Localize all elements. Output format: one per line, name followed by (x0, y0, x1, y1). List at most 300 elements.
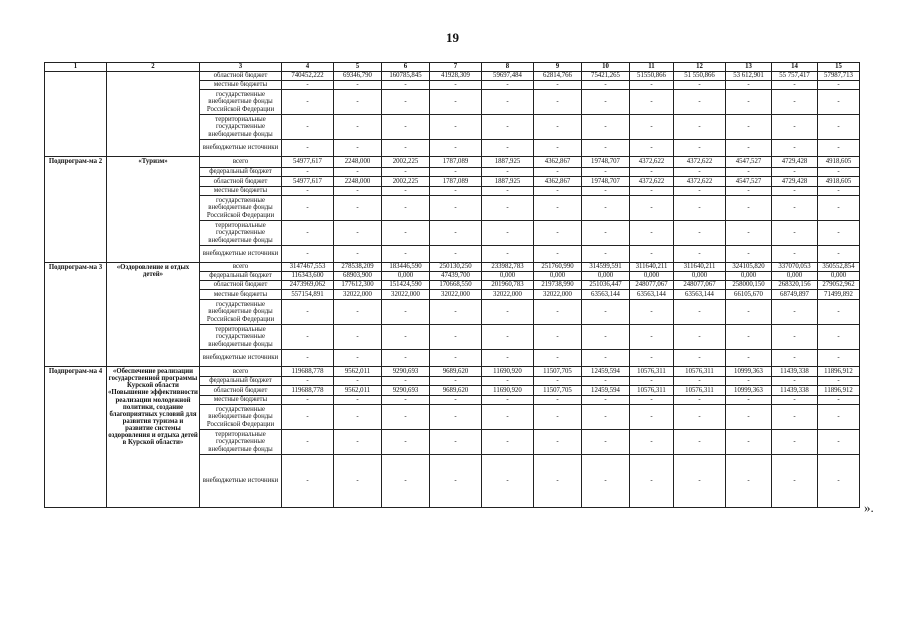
amount-cell: - (630, 246, 674, 263)
amount-cell: 251036,447 (582, 281, 630, 290)
amount-cell: - (282, 168, 334, 177)
funding-table (44, 62, 860, 508)
amount-cell: - (282, 377, 334, 386)
amount-cell: 0,000 (382, 272, 430, 281)
funding-source-cell: всего (200, 367, 282, 377)
amount-cell: - (674, 405, 726, 430)
amount-cell: - (818, 455, 860, 508)
amount-cell: 69346,790 (334, 72, 382, 81)
amount-cell: 71499,892 (818, 290, 860, 300)
amount-cell: 4547,527 (726, 177, 772, 187)
amount-cell: 32022,000 (482, 290, 534, 300)
amount-cell: 0,000 (818, 272, 860, 281)
amount-cell: - (334, 90, 382, 115)
amount-cell: - (726, 350, 772, 367)
amount-cell: - (818, 196, 860, 221)
subprogram-name-cell: «Туризм» (107, 157, 200, 263)
closing-quote-mark: ». (864, 500, 874, 515)
amount-cell: - (430, 81, 482, 90)
amount-cell: - (534, 90, 582, 115)
amount-cell: 2248,000 (334, 177, 382, 187)
amount-cell: - (772, 377, 818, 386)
amount-cell: - (582, 246, 630, 263)
amount-cell: - (282, 221, 334, 246)
amount-cell: - (382, 221, 430, 246)
amount-cell: - (726, 221, 772, 246)
amount-cell: - (482, 115, 534, 140)
amount-cell: - (534, 455, 582, 508)
amount-cell: 268320,156 (772, 281, 818, 290)
amount-cell: - (282, 455, 334, 508)
column-number-cell: 1 (45, 63, 107, 72)
column-number-cell: 9 (534, 63, 582, 72)
amount-cell: 9562,011 (334, 386, 382, 396)
amount-cell: 250130,250 (430, 263, 482, 272)
amount-cell: - (818, 115, 860, 140)
amount-cell: - (674, 221, 726, 246)
amount-cell: 54977,617 (282, 177, 334, 187)
amount-cell: - (818, 168, 860, 177)
amount-cell: - (630, 350, 674, 367)
amount-cell: - (726, 396, 772, 405)
amount-cell: 314599,591 (582, 263, 630, 272)
amount-cell: 63563,144 (582, 290, 630, 300)
amount-cell: 53 612,901 (726, 72, 772, 81)
funding-source-cell: внебюджетные источники (200, 350, 282, 367)
column-number-cell: 12 (674, 63, 726, 72)
amount-cell: 350552,854 (818, 263, 860, 272)
funding-source-cell: областной бюджет (200, 386, 282, 396)
amount-cell: 9689,620 (430, 386, 482, 396)
amount-cell: - (282, 246, 334, 263)
amount-cell: - (674, 187, 726, 196)
funding-source-cell: местные бюджеты (200, 81, 282, 90)
amount-cell: - (282, 300, 334, 325)
amount-cell: - (430, 196, 482, 221)
amount-cell: - (430, 221, 482, 246)
amount-cell: - (818, 405, 860, 430)
amount-cell: - (674, 115, 726, 140)
amount-cell: 160785,845 (382, 72, 430, 81)
amount-cell: - (818, 325, 860, 350)
amount-cell: - (482, 196, 534, 221)
amount-cell: - (582, 221, 630, 246)
funding-source-cell: внебюджетные источники (200, 246, 282, 263)
funding-source-cell: местные бюджеты (200, 396, 282, 405)
amount-cell: - (726, 168, 772, 177)
amount-cell: - (382, 196, 430, 221)
amount-cell: - (430, 396, 482, 405)
amount-cell: 0,000 (726, 272, 772, 281)
funding-source-cell: федеральный бюджет (200, 168, 282, 177)
funding-source-cell: федеральный бюджет (200, 377, 282, 386)
amount-cell: - (818, 90, 860, 115)
amount-cell: - (630, 90, 674, 115)
amount-cell: 10999,363 (726, 367, 772, 377)
amount-cell: - (772, 405, 818, 430)
subprogram-name-cell (107, 72, 200, 157)
funding-source-cell: государственные внебюджетные фонды Российской Федерации (200, 196, 282, 221)
funding-source-cell: государственные внебюджетные фонды Российской Федерации (200, 90, 282, 115)
funding-source-cell: государственные внебюджетные фонды Российской Федерации (200, 300, 282, 325)
amount-cell: - (482, 246, 534, 263)
column-number-row (45, 63, 860, 72)
amount-cell: - (534, 196, 582, 221)
amount-cell: - (818, 187, 860, 196)
amount-cell: - (582, 300, 630, 325)
amount-cell: 9290,693 (382, 386, 430, 396)
table-row (45, 157, 860, 168)
amount-cell: - (818, 350, 860, 367)
amount-cell: - (630, 325, 674, 350)
amount-cell: - (674, 325, 726, 350)
amount-cell: - (630, 377, 674, 386)
amount-cell: 0,000 (674, 272, 726, 281)
amount-cell: 1787,089 (430, 177, 482, 187)
amount-cell: - (674, 430, 726, 455)
amount-cell: 183446,590 (382, 263, 430, 272)
amount-cell: - (534, 168, 582, 177)
amount-cell: 19748,707 (582, 157, 630, 168)
amount-cell: - (282, 196, 334, 221)
amount-cell: 41928,309 (430, 72, 482, 81)
amount-cell: - (726, 455, 772, 508)
amount-cell: 337070,053 (772, 263, 818, 272)
amount-cell: - (334, 430, 382, 455)
amount-cell: 10576,311 (630, 386, 674, 396)
column-number-cell: 11 (630, 63, 674, 72)
amount-cell: - (582, 405, 630, 430)
amount-cell: - (430, 300, 482, 325)
amount-cell: - (282, 115, 334, 140)
amount-cell: - (772, 455, 818, 508)
amount-cell: - (534, 187, 582, 196)
amount-cell: - (334, 246, 382, 263)
amount-cell: - (334, 455, 382, 508)
amount-cell: 66105,670 (726, 290, 772, 300)
amount-cell: - (482, 187, 534, 196)
amount-cell: - (818, 377, 860, 386)
funding-source-cell: территориальные государственные внебюджетные фонды (200, 325, 282, 350)
amount-cell: - (674, 455, 726, 508)
amount-cell: - (334, 196, 382, 221)
amount-cell: - (282, 396, 334, 405)
subprogram-cell (45, 72, 107, 157)
amount-cell: - (630, 196, 674, 221)
amount-cell: 151424,590 (382, 281, 430, 290)
amount-cell: - (334, 300, 382, 325)
column-number-cell: 4 (282, 63, 334, 72)
amount-cell: - (282, 350, 334, 367)
amount-cell: - (482, 405, 534, 430)
amount-cell: 219738,990 (534, 281, 582, 290)
amount-cell: - (582, 396, 630, 405)
amount-cell: - (582, 140, 630, 157)
amount-cell: - (482, 396, 534, 405)
column-number-cell: 15 (818, 63, 860, 72)
amount-cell: - (818, 81, 860, 90)
amount-cell: - (282, 430, 334, 455)
amount-cell: 11690,920 (482, 386, 534, 396)
amount-cell: 19748,707 (582, 177, 630, 187)
amount-cell: - (674, 196, 726, 221)
amount-cell: - (534, 396, 582, 405)
funding-source-cell: государственные внебюджетные фонды Российской Федерации (200, 405, 282, 430)
amount-cell: - (334, 140, 382, 157)
amount-cell: - (772, 396, 818, 405)
amount-cell: - (534, 325, 582, 350)
amount-cell: - (630, 81, 674, 90)
amount-cell: 4372,622 (674, 177, 726, 187)
amount-cell: - (674, 81, 726, 90)
amount-cell: 12459,594 (582, 386, 630, 396)
amount-cell: 1887,925 (482, 177, 534, 187)
amount-cell: - (334, 115, 382, 140)
amount-cell: 233982,783 (482, 263, 534, 272)
amount-cell: - (818, 300, 860, 325)
amount-cell: - (430, 405, 482, 430)
amount-cell: 54977,617 (282, 157, 334, 168)
amount-cell: - (334, 187, 382, 196)
amount-cell: 75421,265 (582, 72, 630, 81)
funding-source-cell: федеральный бюджет (200, 272, 282, 281)
funding-source-cell: областной бюджет (200, 281, 282, 290)
amount-cell: 4729,428 (772, 177, 818, 187)
amount-cell: - (334, 377, 382, 386)
table-row (45, 263, 860, 272)
amount-cell: - (534, 300, 582, 325)
amount-cell: - (334, 405, 382, 430)
amount-cell: - (282, 405, 334, 430)
amount-cell: - (772, 430, 818, 455)
amount-cell: - (430, 115, 482, 140)
funding-source-cell: внебюджетные источники (200, 455, 282, 508)
amount-cell: - (674, 300, 726, 325)
amount-cell: 9689,620 (430, 367, 482, 377)
amount-cell: - (674, 377, 726, 386)
amount-cell: 11439,338 (772, 386, 818, 396)
column-number-cell: 8 (482, 63, 534, 72)
amount-cell: - (772, 140, 818, 157)
amount-cell: - (674, 396, 726, 405)
amount-cell: - (382, 81, 430, 90)
amount-cell: - (430, 90, 482, 115)
funding-source-cell: территориальные государственные внебюджетные фонды (200, 221, 282, 246)
amount-cell: - (534, 377, 582, 386)
amount-cell: 63563,144 (674, 290, 726, 300)
amount-cell: 9290,693 (382, 367, 430, 377)
amount-cell: 11896,912 (818, 386, 860, 396)
amount-cell: - (818, 430, 860, 455)
amount-cell: - (630, 396, 674, 405)
column-number-cell: 2 (107, 63, 200, 72)
amount-cell: - (772, 90, 818, 115)
amount-cell: 63563,144 (630, 290, 674, 300)
amount-cell: 177612,300 (334, 281, 382, 290)
amount-cell: - (674, 90, 726, 115)
amount-cell: 9562,011 (334, 367, 382, 377)
amount-cell: - (430, 140, 482, 157)
funding-source-cell: территориальные государственные внебюджетные фонды (200, 115, 282, 140)
amount-cell: 4362,867 (534, 157, 582, 168)
amount-cell: - (772, 81, 818, 90)
amount-cell: 557154,891 (282, 290, 334, 300)
amount-cell: - (534, 221, 582, 246)
amount-cell: 1787,089 (430, 157, 482, 168)
funding-source-cell: областной бюджет (200, 177, 282, 187)
amount-cell: 311640,211 (674, 263, 726, 272)
amount-cell: - (334, 325, 382, 350)
amount-cell: - (582, 325, 630, 350)
amount-cell: - (334, 168, 382, 177)
subprogram-name-cell: «Оздоровление и отдых детей» (107, 263, 200, 367)
amount-cell: - (772, 325, 818, 350)
amount-cell: - (382, 350, 430, 367)
amount-cell: - (534, 246, 582, 263)
funding-source-cell: внебюджетные источники (200, 140, 282, 157)
amount-cell: 248077,067 (674, 281, 726, 290)
funding-source-cell: местные бюджеты (200, 290, 282, 300)
amount-cell: - (534, 350, 582, 367)
amount-cell: - (430, 377, 482, 386)
amount-cell: - (726, 377, 772, 386)
amount-cell: 311640,211 (630, 263, 674, 272)
amount-cell: - (382, 377, 430, 386)
amount-cell: - (582, 81, 630, 90)
amount-cell: - (430, 455, 482, 508)
amount-cell: 4918,605 (818, 157, 860, 168)
funding-source-cell: территориальные государственные внебюджетные фонды (200, 430, 282, 455)
amount-cell: - (772, 221, 818, 246)
amount-cell: 119688,778 (282, 386, 334, 396)
amount-cell: - (382, 405, 430, 430)
amount-cell: - (382, 325, 430, 350)
amount-cell: 4372,622 (630, 177, 674, 187)
column-number-cell: 10 (582, 63, 630, 72)
amount-cell: 12459,594 (582, 367, 630, 377)
amount-cell: - (818, 246, 860, 263)
amount-cell: - (382, 90, 430, 115)
amount-cell: 0,000 (772, 272, 818, 281)
amount-cell: - (582, 350, 630, 367)
amount-cell: - (630, 455, 674, 508)
amount-cell: - (818, 221, 860, 246)
amount-cell: 47439,700 (430, 272, 482, 281)
amount-cell: - (772, 187, 818, 196)
amount-cell: 11439,338 (772, 367, 818, 377)
amount-cell: - (482, 221, 534, 246)
amount-cell: - (726, 246, 772, 263)
subprogram-name-cell: «Обеспечение реализации государственной программы Курской области «Повышение эффективности реализации молодежной политики, создание благоприятных условий для развития туризма и развитие системы оздоровления и отдыха детей в Курской области» (107, 367, 200, 508)
amount-cell: 10576,311 (674, 386, 726, 396)
amount-cell: - (772, 300, 818, 325)
amount-cell: - (282, 140, 334, 157)
amount-cell: - (818, 140, 860, 157)
amount-cell: - (430, 168, 482, 177)
amount-cell: - (482, 90, 534, 115)
amount-cell: - (282, 90, 334, 115)
amount-cell: 68903,900 (334, 272, 382, 281)
amount-cell: - (674, 350, 726, 367)
amount-cell: - (534, 81, 582, 90)
amount-cell: - (382, 115, 430, 140)
amount-cell: - (482, 140, 534, 157)
column-number-cell: 6 (382, 63, 430, 72)
amount-cell: - (630, 430, 674, 455)
amount-cell: - (282, 325, 334, 350)
amount-cell: - (630, 187, 674, 196)
amount-cell: 170668,550 (430, 281, 482, 290)
amount-cell: 32022,000 (334, 290, 382, 300)
amount-cell: - (282, 81, 334, 90)
amount-cell: - (582, 90, 630, 115)
amount-cell: 4372,622 (674, 157, 726, 168)
amount-cell: 4362,867 (534, 177, 582, 187)
amount-cell: 55 757,417 (772, 72, 818, 81)
table-row (45, 367, 860, 377)
amount-cell: - (772, 246, 818, 263)
amount-cell: 57987,713 (818, 72, 860, 81)
amount-cell: 32022,000 (430, 290, 482, 300)
amount-cell: - (582, 115, 630, 140)
amount-cell: 4918,605 (818, 177, 860, 187)
amount-cell: - (726, 140, 772, 157)
amount-cell: 59697,484 (482, 72, 534, 81)
amount-cell: 11690,920 (482, 367, 534, 377)
amount-cell: - (482, 300, 534, 325)
amount-cell: - (482, 350, 534, 367)
amount-cell: - (430, 350, 482, 367)
amount-cell: 10576,311 (674, 367, 726, 377)
amount-cell: 248077,067 (630, 281, 674, 290)
amount-cell: - (334, 396, 382, 405)
amount-cell: 258000,150 (726, 281, 772, 290)
amount-cell: 0,000 (582, 272, 630, 281)
amount-cell: - (534, 115, 582, 140)
amount-cell: - (382, 246, 430, 263)
amount-cell: - (726, 115, 772, 140)
amount-cell: - (772, 168, 818, 177)
subprogram-cell: Подпрограм-ма 4 (45, 367, 107, 508)
amount-cell: 62814,766 (534, 72, 582, 81)
amount-cell: - (534, 430, 582, 455)
amount-cell: 2473969,062 (282, 281, 334, 290)
amount-cell: - (382, 430, 430, 455)
amount-cell: - (582, 187, 630, 196)
amount-cell: - (582, 168, 630, 177)
amount-cell: 278538,209 (334, 263, 382, 272)
amount-cell: 0,000 (630, 272, 674, 281)
amount-cell: - (726, 81, 772, 90)
amount-cell: - (726, 196, 772, 221)
amount-cell: - (382, 396, 430, 405)
amount-cell: 4729,428 (772, 157, 818, 168)
column-number-cell: 7 (430, 63, 482, 72)
amount-cell: - (674, 168, 726, 177)
amount-cell: 740452,222 (282, 72, 334, 81)
amount-cell: 10999,363 (726, 386, 772, 396)
amount-cell: - (482, 325, 534, 350)
amount-cell: 32022,000 (534, 290, 582, 300)
subprogram-cell: Подпрограм-ма 3 (45, 263, 107, 367)
amount-cell: - (726, 430, 772, 455)
amount-cell: 10576,311 (630, 367, 674, 377)
amount-cell: 2248,000 (334, 157, 382, 168)
subprogram-cell: Подпрограм-ма 2 (45, 157, 107, 263)
amount-cell: 0,000 (482, 272, 534, 281)
amount-cell: - (430, 430, 482, 455)
amount-cell: 2002,225 (382, 177, 430, 187)
